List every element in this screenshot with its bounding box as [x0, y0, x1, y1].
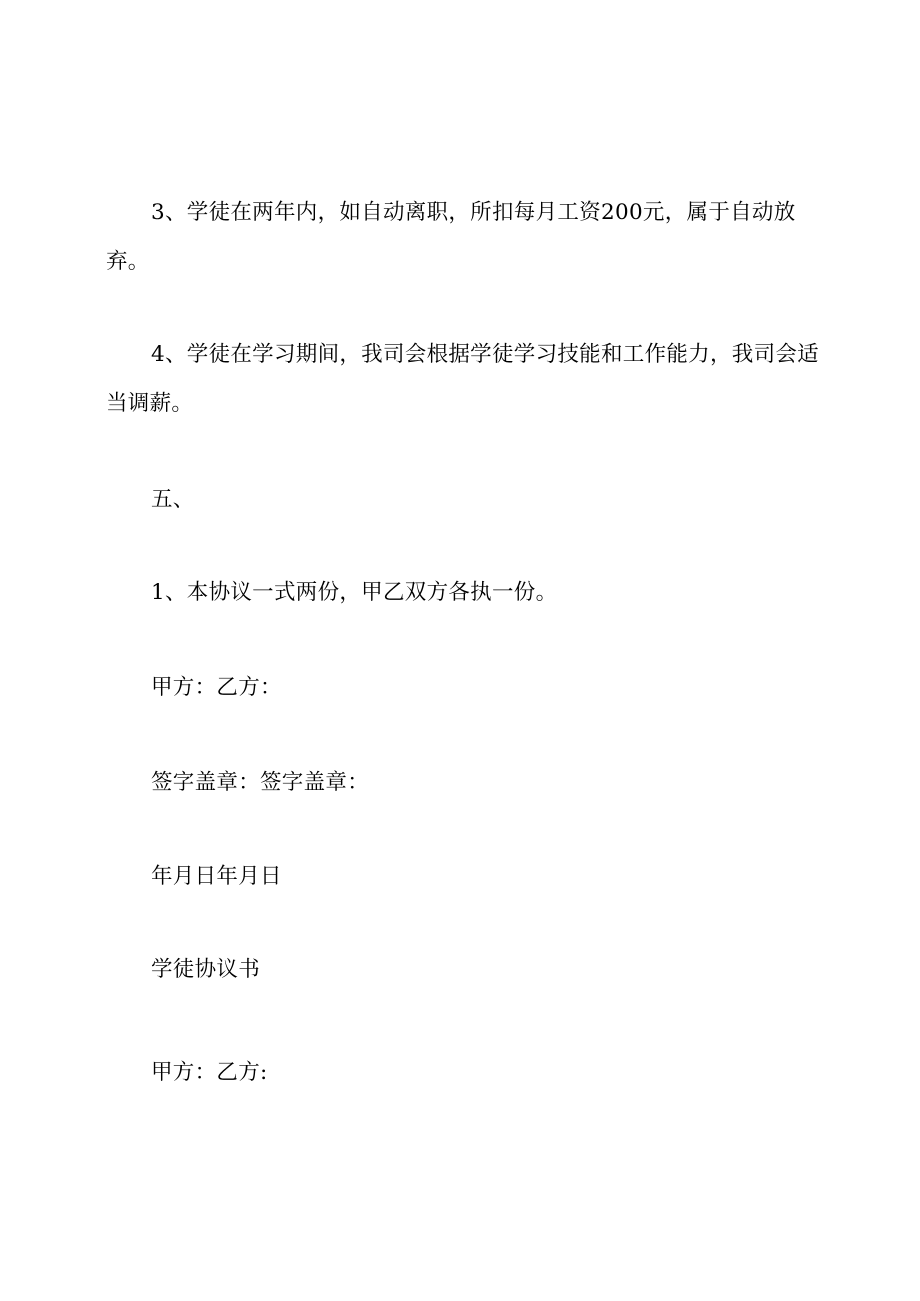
next-parties-line: 甲方：乙方: — [151, 1060, 268, 1085]
signature-line: 签字盖章：签字盖章： — [151, 770, 370, 795]
date-line: 年月日年月日 — [151, 864, 282, 889]
section-5-clause-1: 1、本协议一式两份，甲乙双方各执一份。 — [151, 580, 558, 605]
parties-line: 甲方：乙方： — [151, 675, 282, 700]
next-document-title: 学徒协议书 — [151, 957, 261, 982]
clause-4-paragraph: 4、学徒在学习期间，我司会根据学徒学习技能和工作能力，我司会适当调薪。 — [106, 342, 819, 416]
clause-3-paragraph: 3、学徒在两年内，如自动离职，所扣每月工资200元，属于自动放弃。 — [106, 200, 796, 274]
section-5-heading: 五、 — [151, 487, 195, 512]
